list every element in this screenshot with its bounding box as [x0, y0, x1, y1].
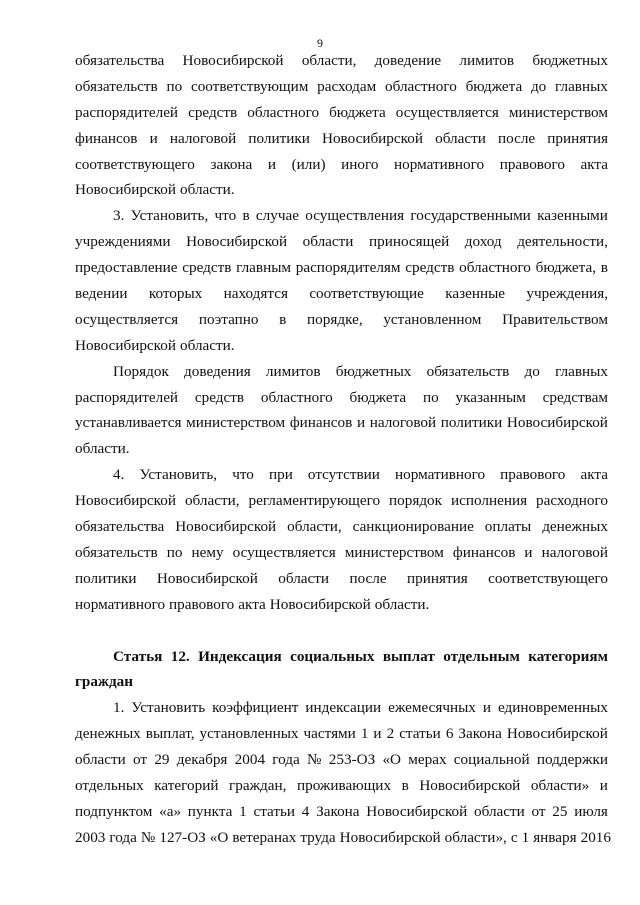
word: области.: [75, 440, 130, 458]
word: и: [267, 155, 277, 173]
text-line: [75, 203, 608, 229]
word: средств: [194, 388, 245, 406]
word: 127-ОЗ: [159, 828, 206, 846]
word: финансов: [75, 129, 138, 147]
word: предоставление: [75, 259, 178, 277]
word: отсутствии: [307, 466, 380, 484]
word: обязательств: [75, 77, 158, 95]
word: принятия: [547, 129, 608, 147]
word: и: [599, 777, 608, 795]
article-heading: [75, 644, 608, 696]
paragraph: [75, 462, 608, 617]
text-line: [75, 799, 608, 825]
word: находятся: [223, 285, 288, 303]
word: единовременных: [497, 699, 608, 717]
word: учреждениями: [75, 233, 171, 251]
word: 2004: [234, 751, 266, 769]
word: бюджета: [349, 388, 407, 406]
word: 4.: [113, 466, 125, 484]
word: по: [166, 543, 183, 561]
word: Новосибирской: [506, 414, 608, 432]
word: средствам: [542, 388, 608, 406]
word: исполнения: [450, 492, 528, 510]
text-line: [75, 747, 608, 773]
word: 253-ОЗ: [328, 751, 376, 769]
word: и: [356, 414, 366, 432]
word: после: [497, 129, 536, 147]
text-line: [75, 100, 608, 126]
text-line: [75, 255, 608, 281]
word: 2003: [75, 828, 106, 846]
word: соответствующего: [488, 569, 608, 587]
word: подпунктом: [75, 802, 153, 820]
word: порядок: [389, 492, 443, 510]
word: нормативного: [395, 466, 486, 484]
word: санкционирование: [352, 518, 474, 536]
word: Новосибирской: [366, 802, 468, 820]
word: 1.: [113, 699, 125, 717]
word: нормативного: [75, 595, 166, 613]
word: ведении: [75, 285, 128, 303]
word: казенные: [445, 285, 506, 303]
word: учреждения,: [526, 285, 608, 303]
word: расходного: [536, 492, 608, 510]
word: социальной: [453, 751, 530, 769]
word: ветеранах: [232, 828, 297, 846]
word: обязательств: [426, 362, 510, 380]
word: Новосибирской: [321, 129, 423, 147]
word: лимитов: [459, 52, 515, 69]
text-line: [75, 773, 608, 799]
text-line: [75, 695, 608, 721]
word: приносящей: [368, 233, 450, 251]
paragraph: [75, 48, 608, 203]
text-line: [75, 152, 608, 178]
word: Новосибирской: [269, 595, 371, 613]
word: области: [75, 751, 126, 769]
word: Новосибирской: [156, 569, 258, 587]
word: Новосибирской: [75, 181, 176, 199]
word: 1: [360, 725, 369, 743]
word: акта: [580, 155, 608, 173]
word: области»,: [444, 828, 507, 846]
word: категориям: [528, 647, 608, 665]
word: в: [242, 207, 250, 225]
word: финансов: [452, 543, 516, 561]
word: соответствующим: [190, 77, 309, 95]
word: коэффициент: [212, 699, 299, 717]
word: случае: [255, 207, 299, 225]
word: в: [600, 259, 608, 277]
word: декабря: [176, 751, 228, 769]
text-line: [75, 410, 608, 436]
word: области: [278, 569, 330, 587]
word: области.: [374, 595, 430, 613]
word: области,: [301, 52, 357, 69]
word: №: [307, 751, 322, 769]
word: обязательства: [75, 52, 165, 69]
word: что: [232, 466, 254, 484]
word: от: [133, 751, 148, 769]
word: 12.: [170, 647, 190, 665]
word: года: [109, 828, 137, 846]
word: обязательств: [75, 543, 158, 561]
word: Новосибирской: [182, 52, 284, 69]
word: политики: [248, 129, 310, 147]
word: Новосибирской: [75, 336, 176, 354]
word: 29: [154, 751, 170, 769]
word: акта: [238, 595, 266, 613]
word: налоговой: [541, 543, 608, 561]
word: поэтапно: [198, 310, 259, 328]
word: денежных: [542, 518, 608, 536]
word: 4: [301, 802, 310, 820]
word: областного: [247, 103, 320, 121]
word: бюджета,: [535, 259, 597, 277]
word: «О: [209, 828, 229, 846]
word: по: [166, 77, 183, 95]
word: года: [272, 751, 300, 769]
word: областного: [385, 77, 457, 95]
word: расходам: [317, 77, 377, 95]
word: до: [530, 77, 547, 95]
word: мерах: [408, 751, 447, 769]
word: что: [214, 207, 237, 225]
text-line: [75, 436, 608, 462]
word: государственными: [410, 207, 531, 225]
word: главных: [555, 77, 608, 95]
word: 1: [521, 828, 530, 846]
word: бюджетных: [532, 52, 608, 69]
paragraph: [75, 203, 608, 358]
word: области: [474, 802, 525, 820]
word: установленных: [199, 725, 299, 743]
word: Индексация: [198, 647, 282, 665]
word: Новосибирской: [75, 492, 176, 510]
word: лимитов: [265, 362, 321, 380]
word: пункта: [187, 802, 233, 820]
word: 2: [386, 725, 395, 743]
document-body: [75, 48, 611, 851]
word: при: [268, 466, 293, 484]
word: статьи: [399, 725, 441, 743]
word: №: [140, 828, 156, 846]
word: области: [435, 129, 486, 147]
word: распорядителей: [75, 103, 179, 121]
word: выплат: [382, 647, 435, 665]
word: области»: [530, 777, 590, 795]
word: финансов: [289, 414, 353, 432]
word: от: [531, 802, 546, 820]
word: порядке,: [307, 310, 363, 328]
text-line: [75, 592, 608, 618]
word: министерством: [508, 103, 608, 121]
word: Порядок: [113, 362, 169, 380]
word: (или): [291, 155, 326, 173]
word: области.: [180, 336, 235, 354]
text-line: [75, 721, 608, 747]
word: Правительством: [502, 310, 608, 328]
text-line: [75, 229, 608, 255]
text-line: [75, 126, 608, 152]
text-line: [75, 74, 608, 100]
text-line: [75, 644, 608, 670]
word: акта: [580, 466, 608, 484]
word: средств: [182, 259, 232, 277]
word: осуществляется: [395, 103, 499, 121]
word: Установить,: [139, 466, 218, 484]
word: с: [510, 828, 518, 846]
text-line: [75, 281, 608, 307]
word: социальных: [290, 647, 375, 665]
word: 3.: [113, 207, 125, 225]
word: отдельных: [75, 777, 144, 795]
word: устанавливается: [75, 414, 182, 432]
word: января: [533, 828, 577, 846]
word: и: [149, 129, 158, 147]
text-line: [75, 669, 608, 695]
word: средств: [405, 259, 455, 277]
word: «а»: [159, 802, 182, 820]
word: категорий: [154, 777, 219, 795]
word: нему: [191, 543, 224, 561]
text-line: [75, 488, 608, 514]
word: политики: [440, 414, 503, 432]
word: денежных: [75, 725, 141, 743]
word: иного: [341, 155, 379, 173]
word: отдельным: [443, 647, 520, 665]
word: выплат,: [145, 725, 195, 743]
word: Новосибирской: [506, 725, 608, 743]
word: осуществляется: [75, 310, 179, 328]
word: средств: [188, 103, 238, 121]
word: области,: [184, 492, 240, 510]
word: граждан: [75, 673, 133, 691]
word: политики: [75, 569, 137, 587]
text-line: [75, 462, 608, 488]
word: главным: [236, 259, 292, 277]
word: правового: [500, 466, 566, 484]
word: труда: [300, 828, 336, 846]
text-line: [75, 177, 608, 203]
word: статьи: [253, 802, 296, 820]
word: 2016: [580, 828, 611, 846]
word: соответствующего: [75, 155, 195, 173]
word: Закона: [316, 802, 360, 820]
word: правового: [499, 155, 565, 173]
word: обязательства: [75, 518, 165, 536]
word: доведения: [184, 362, 251, 380]
word: доведение: [374, 52, 442, 69]
word: налоговой: [369, 414, 437, 432]
word: Установить: [131, 699, 206, 717]
word: принятия: [407, 569, 468, 587]
word: министерством: [344, 543, 444, 561]
word: ежемесячных: [388, 699, 476, 717]
text-line: [75, 48, 608, 74]
text-line: [75, 359, 608, 385]
word: Статья: [113, 647, 163, 665]
word: налоговой: [169, 129, 237, 147]
word: июля: [574, 802, 608, 820]
text-line: [75, 385, 608, 411]
text-line: [75, 566, 608, 592]
word: по: [422, 388, 439, 406]
word: области: [302, 233, 354, 251]
word: области.: [180, 181, 235, 199]
word: установленном: [383, 310, 482, 328]
word: закона: [210, 155, 253, 173]
word: индексации: [305, 699, 382, 717]
word: бюджетных: [335, 362, 412, 380]
word: после: [349, 569, 387, 587]
word: которых: [148, 285, 203, 303]
word: частями: [303, 725, 356, 743]
word: Новосибирской: [419, 777, 521, 795]
word: граждан,: [229, 777, 287, 795]
word: поддержки: [536, 751, 608, 769]
word: в: [401, 777, 409, 795]
page-number: 9: [317, 36, 323, 50]
section-gap: [75, 618, 608, 644]
word: указанным: [455, 388, 526, 406]
word: «О: [382, 751, 402, 769]
word: правового: [169, 595, 235, 613]
word: и: [373, 725, 382, 743]
word: областного: [459, 259, 531, 277]
paragraph: [75, 695, 611, 850]
word: министерством: [186, 414, 286, 432]
word: Установить,: [130, 207, 209, 225]
word: нормативного: [394, 155, 485, 173]
word: казенными: [537, 207, 608, 225]
word: регламентирующего: [248, 492, 381, 510]
word: и: [482, 699, 491, 717]
word: в: [279, 310, 287, 328]
word: областного: [260, 388, 333, 406]
text-line: [75, 825, 611, 851]
word: 1: [239, 802, 247, 820]
word: Закона: [458, 725, 502, 743]
text-line: [75, 540, 608, 566]
word: соответствующие: [309, 285, 424, 303]
text-line: [75, 514, 608, 540]
word: 25: [552, 802, 568, 820]
word: до: [524, 362, 540, 380]
word: доход: [464, 233, 502, 251]
word: бюджета: [329, 103, 386, 121]
word: главных: [555, 362, 608, 380]
text-line: [75, 333, 608, 359]
word: деятельности,: [517, 233, 608, 251]
text-line: [75, 307, 608, 333]
word: распорядителям: [295, 259, 401, 277]
word: проживающих: [297, 777, 392, 795]
word: Новосибирской: [186, 233, 288, 251]
word: области,: [287, 518, 342, 536]
word: и: [524, 543, 533, 561]
word: 6: [445, 725, 454, 743]
word: распорядителей: [75, 388, 179, 406]
word: оплаты: [484, 518, 532, 536]
word: Новосибирской: [339, 828, 441, 846]
word: осуществляется: [232, 543, 336, 561]
word: осуществления: [305, 207, 405, 225]
paragraph: [75, 359, 608, 463]
word: Новосибирской: [175, 518, 277, 536]
word: бюджета: [465, 77, 523, 95]
